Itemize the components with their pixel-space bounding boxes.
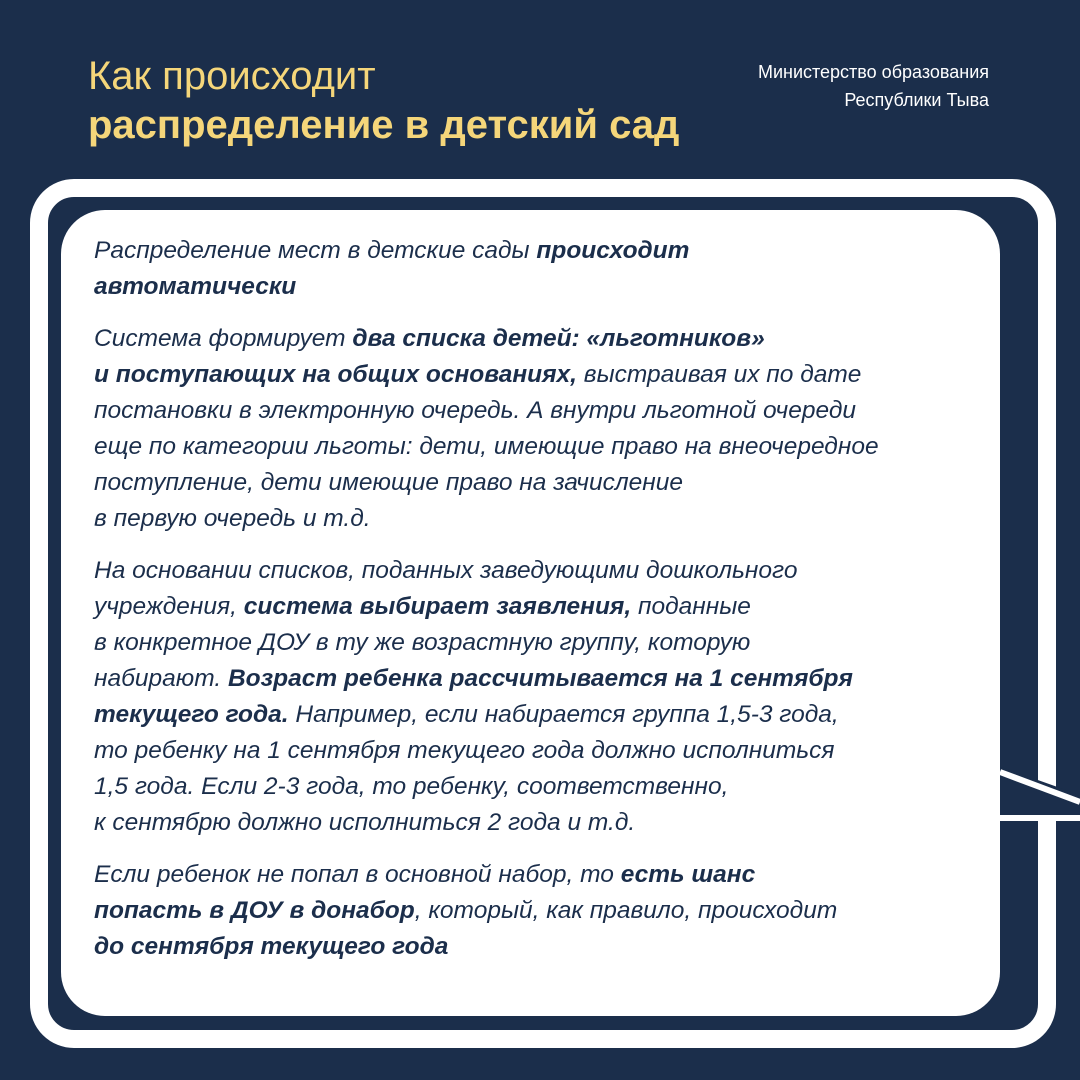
text-line xyxy=(94,625,994,661)
text-segment: набирают. xyxy=(94,665,228,692)
text-segment: На основании списков, поданных заведующими дошкольного xyxy=(94,557,798,584)
text-segment: еще по категории льготы: дети, имеющие право на внеочередное xyxy=(94,433,879,460)
text-segment: учреждения, xyxy=(94,593,244,620)
text-line xyxy=(94,733,994,769)
paragraph xyxy=(94,233,994,305)
text-line xyxy=(94,269,994,305)
text-segment: постановки в электронную очередь. А внутри льготной очереди xyxy=(94,397,857,424)
text-line xyxy=(94,233,994,269)
text-line xyxy=(94,805,994,841)
text-line xyxy=(94,769,994,805)
content-text xyxy=(94,233,994,981)
text-segment: то ребенку на 1 сентября текущего года должно исполниться xyxy=(94,737,835,764)
bold-text: текущего года. xyxy=(94,701,289,728)
text-line xyxy=(94,929,994,965)
text-segment: поступление, дети имеющие право на зачисление xyxy=(94,469,684,496)
ministry-line-1: Министерство образования xyxy=(757,62,989,82)
title-line-2: распределение в детский сад xyxy=(88,103,680,147)
paragraph xyxy=(94,321,994,537)
text-line xyxy=(94,465,994,501)
text-segment: 1,5 года. Если 2-3 года, то ребенку, соответственно, xyxy=(94,773,729,800)
paragraph xyxy=(94,553,994,841)
bold-text: попасть в ДОУ в донабор xyxy=(94,897,415,924)
title-line-1: Как происходит xyxy=(88,54,376,98)
bold-text: и поступающих на общих основаниях, xyxy=(94,361,577,388)
text-line xyxy=(94,393,994,429)
bold-text: до сентября текущего года xyxy=(94,933,449,960)
bold-text: есть шанс xyxy=(620,861,756,888)
ministry-line-2: Республики Тыва xyxy=(844,90,989,110)
text-line xyxy=(94,553,994,589)
bold-text: два списка детей: «льготников» xyxy=(352,325,765,352)
text-segment: к сентябрю должно исполниться 2 года и т.д. xyxy=(94,809,636,836)
bold-text: Возраст ребенка рассчитывается на 1 сентября xyxy=(227,665,853,692)
text-line xyxy=(94,321,994,357)
page-title xyxy=(88,52,679,150)
text-line xyxy=(94,697,994,733)
text-segment: Система формирует xyxy=(94,325,353,352)
text-segment: в первую очередь и т.д. xyxy=(94,505,371,532)
text-segment: поданные xyxy=(631,593,751,620)
text-line xyxy=(94,857,994,893)
bold-text: происходит xyxy=(536,237,690,264)
bold-text: система выбирает заявления, xyxy=(243,593,632,620)
text-line xyxy=(94,661,994,697)
text-line xyxy=(94,589,994,625)
text-segment: выстраивая их по дате xyxy=(576,361,862,388)
text-line xyxy=(94,429,994,465)
text-segment: Если ребенок не попал в основной набор, то xyxy=(94,861,621,888)
text-segment: Например, если набирается группа 1,5-3 года, xyxy=(288,701,839,728)
bold-text: автоматически xyxy=(94,273,297,300)
text-line xyxy=(94,357,994,393)
text-segment: , который, как правило, происходит xyxy=(414,897,838,924)
text-line xyxy=(94,501,994,537)
paragraph xyxy=(94,857,994,965)
text-segment: Распределение мест в детские сады xyxy=(94,237,537,264)
ministry-caption xyxy=(758,58,989,114)
text-segment: в конкретное ДОУ в ту же возрастную группу, которую xyxy=(94,629,751,656)
text-line xyxy=(94,893,994,929)
